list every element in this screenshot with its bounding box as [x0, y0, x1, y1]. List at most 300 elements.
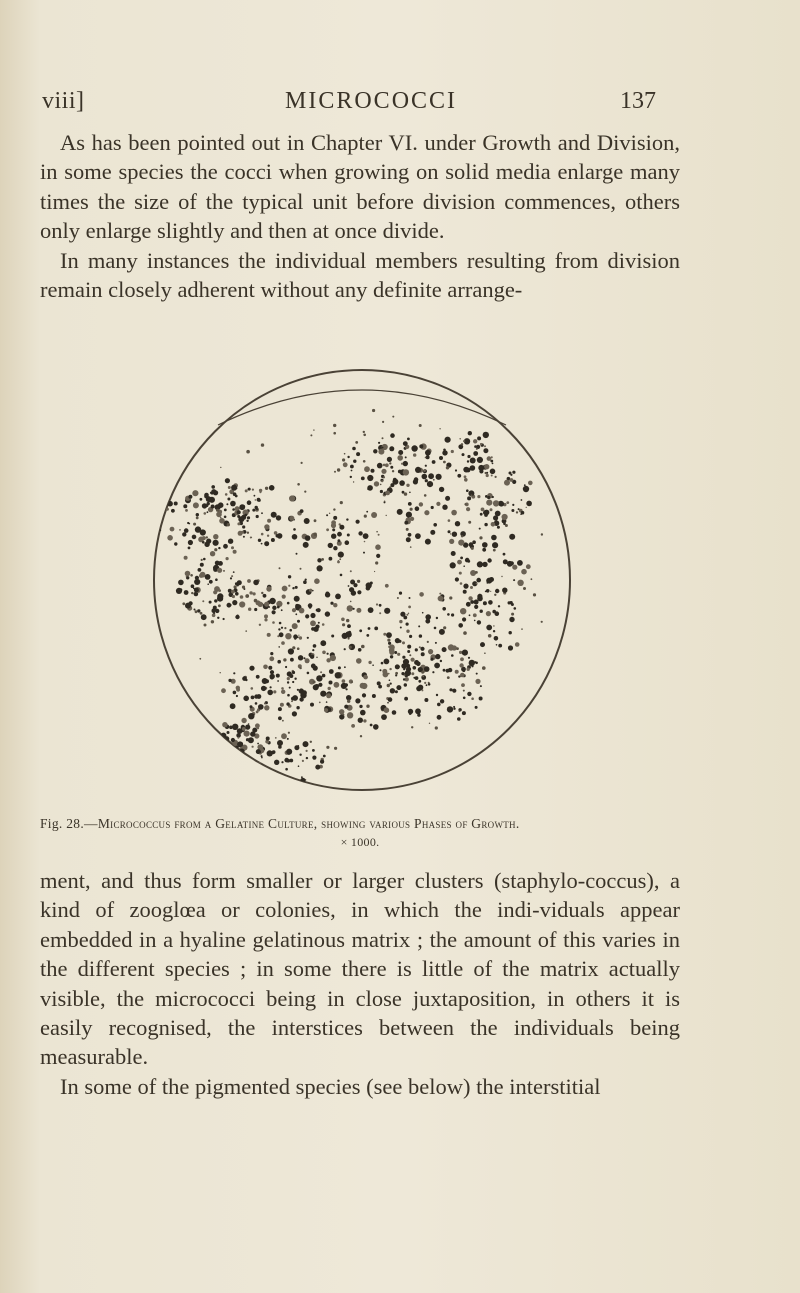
coccus-dot — [230, 501, 236, 507]
coccus-dot — [171, 509, 175, 513]
coccus-dot — [433, 523, 437, 527]
coccus-dot — [366, 634, 369, 637]
coccus-dot — [281, 687, 284, 690]
coccus-dot — [484, 445, 486, 447]
coccus-dot — [217, 568, 222, 573]
coccus-dot — [338, 539, 341, 542]
coccus-dot — [192, 535, 197, 540]
coccus-dot — [264, 541, 269, 546]
coccus-dot — [334, 747, 337, 750]
coccus-dot — [200, 563, 204, 567]
coccus-dot — [239, 601, 245, 607]
coccus-dot — [456, 647, 459, 650]
coccus-dot — [185, 603, 191, 609]
coccus-dot — [457, 560, 462, 565]
coccus-dot — [467, 560, 470, 563]
coccus-dot — [392, 710, 397, 715]
coccus-dot — [406, 614, 408, 616]
coccus-dot — [188, 547, 191, 550]
page-number: 137 — [620, 88, 656, 114]
coccus-dot — [513, 579, 515, 581]
coccus-dot — [202, 600, 204, 602]
coccus-dot — [223, 570, 225, 572]
coccus-dot — [316, 675, 322, 681]
coccus-dot — [347, 605, 353, 611]
coccus-dot — [293, 528, 296, 531]
coccus-dot — [311, 627, 315, 631]
coccus-dot — [462, 669, 465, 672]
coccus-dot — [355, 698, 360, 703]
coccus-dot — [469, 614, 471, 616]
coccus-dot — [272, 621, 275, 624]
coccus-dot — [462, 453, 465, 456]
coccus-dot — [487, 496, 490, 499]
coccus-dot — [237, 510, 241, 514]
coccus-dot — [397, 455, 403, 461]
coccus-dot — [330, 655, 336, 661]
coccus-dot — [460, 557, 463, 560]
coccus-dot — [307, 637, 309, 639]
coccus-dot — [480, 610, 483, 613]
coccus-dot — [408, 606, 411, 609]
coccus-dot — [430, 530, 435, 535]
coccus-dot — [363, 431, 365, 433]
coccus-dot — [385, 463, 389, 467]
coccus-dot — [390, 683, 392, 685]
coccus-dot — [398, 450, 403, 455]
coccus-dot — [528, 481, 533, 486]
coccus-dot — [307, 672, 310, 675]
coccus-dot — [211, 744, 213, 746]
coccus-dot — [392, 479, 398, 485]
coccus-dot — [300, 509, 304, 513]
coccus-dot — [378, 442, 380, 444]
coccus-dot — [183, 504, 187, 508]
coccus-dot — [473, 451, 478, 456]
coccus-dot — [468, 596, 472, 600]
coccus-dot — [264, 602, 269, 607]
coccus-dot — [541, 621, 543, 623]
coccus-dot — [228, 679, 231, 682]
coccus-dot — [292, 623, 298, 629]
coccus-dot — [206, 504, 209, 507]
coccus-dot — [429, 723, 430, 724]
coccus-dot — [252, 489, 254, 491]
coccus-dot — [226, 557, 229, 560]
coccus-dot — [380, 490, 383, 493]
coccus-dot — [450, 562, 456, 568]
coccus-dot — [390, 655, 393, 658]
coccus-dot — [309, 606, 312, 609]
coccus-dot — [460, 657, 464, 661]
coccus-dot — [477, 495, 480, 498]
coccus-dot — [451, 450, 454, 453]
coccus-dot — [302, 760, 304, 762]
coccus-dot — [481, 508, 485, 512]
coccus-dot — [453, 708, 455, 710]
coccus-dot — [403, 668, 405, 670]
micrococcus-illustration — [140, 365, 580, 815]
coccus-dot — [443, 461, 446, 464]
coccus-dot — [209, 497, 215, 503]
coccus-dot — [252, 746, 254, 748]
coccus-dot — [179, 529, 181, 531]
coccus-dot — [463, 440, 465, 442]
coccus-dot — [269, 598, 275, 604]
coccus-dot — [339, 709, 344, 714]
coccus-dot — [287, 681, 289, 683]
coccus-dot — [261, 543, 263, 545]
coccus-dot — [467, 460, 469, 462]
coccus-dot — [223, 754, 228, 759]
coccus-dot — [477, 457, 483, 463]
coccus-dot — [338, 552, 344, 558]
coccus-dot — [512, 565, 517, 570]
coccus-dot — [509, 617, 514, 622]
coccus-dot — [235, 582, 238, 585]
coccus-dot — [281, 609, 283, 611]
coccus-dot — [236, 686, 240, 690]
coccus-dot — [277, 660, 281, 664]
coccus-dot — [409, 635, 412, 638]
coccus-dot — [380, 484, 382, 486]
coccus-dot — [420, 647, 424, 651]
coccus-dot — [470, 494, 472, 496]
coccus-dot — [409, 492, 411, 494]
coccus-dot — [329, 513, 330, 514]
coccus-dot — [320, 671, 322, 673]
coccus-dot — [356, 658, 362, 664]
coccus-dot — [347, 712, 353, 718]
coccus-dot — [304, 491, 306, 493]
coccus-dot — [381, 480, 383, 482]
coccus-dot — [246, 594, 249, 597]
coccus-dot — [241, 505, 245, 509]
coccus-dot — [476, 448, 478, 450]
coccus-dot — [388, 642, 391, 645]
coccus-dot — [259, 489, 262, 492]
coccus-dot — [282, 595, 286, 599]
coccus-dot — [281, 641, 285, 645]
caption-text: —Micrococcus from a Gelatine Culture, showing various Phases of Growth. — [84, 816, 520, 831]
coccus-dot — [223, 618, 225, 620]
coccus-dot — [422, 612, 424, 614]
coccus-dot — [419, 592, 424, 597]
coccus-dot — [241, 718, 246, 723]
figure-caption — [40, 815, 680, 851]
coccus-dot — [233, 571, 235, 573]
coccus-dot — [363, 675, 368, 680]
coccus-dot — [313, 644, 317, 648]
coccus-dot — [437, 715, 442, 720]
coccus-dot — [279, 567, 281, 569]
coccus-dot — [357, 590, 361, 594]
coccus-dot — [348, 585, 350, 587]
coccus-dot — [435, 642, 437, 644]
coccus-dot — [426, 684, 428, 686]
coccus-dot — [377, 463, 383, 469]
coccus-dot — [281, 733, 287, 739]
coccus-dot — [322, 674, 326, 678]
coccus-dot — [278, 707, 282, 711]
coccus-dot — [506, 501, 509, 504]
coccus-dot — [213, 534, 218, 539]
coccus-dot — [495, 476, 497, 478]
coccus-dot — [375, 544, 381, 550]
coccus-dot — [477, 561, 483, 567]
coccus-dot — [466, 507, 470, 511]
coccus-dot — [344, 666, 346, 668]
coccus-dot — [405, 456, 407, 458]
coccus-dot — [254, 694, 258, 698]
coccus-dot — [259, 624, 261, 626]
coccus-dot — [432, 460, 436, 464]
coccus-dot — [403, 441, 408, 446]
coccus-dot — [495, 611, 500, 616]
coccus-dot — [246, 450, 250, 454]
coccus-dot — [415, 506, 420, 511]
coccus-dot — [333, 546, 337, 550]
coccus-dot — [406, 623, 409, 626]
coccus-dot — [379, 612, 381, 614]
coccus-dot — [343, 714, 345, 716]
coccus-dot — [388, 697, 393, 702]
coccus-dot — [258, 602, 263, 607]
coccus-dot — [174, 542, 177, 545]
coccus-dot — [459, 710, 461, 712]
coccus-dot — [188, 540, 193, 545]
coccus-dot — [217, 752, 223, 758]
coccus-dot — [396, 685, 401, 690]
coccus-dot — [322, 623, 325, 626]
coccus-dot — [272, 610, 276, 614]
coccus-dot — [448, 644, 454, 650]
coccus-dot — [261, 512, 263, 514]
coccus-dot — [299, 697, 303, 701]
coccus-dot — [244, 514, 247, 517]
coccus-dot — [207, 583, 209, 585]
coccus-dot — [312, 756, 316, 760]
coccus-dot — [421, 671, 424, 674]
coccus-dot — [188, 495, 192, 499]
coccus-dot — [255, 723, 260, 728]
coccus-dot — [427, 481, 433, 487]
coccus-dot — [232, 595, 235, 598]
coccus-dot — [246, 520, 248, 522]
coccus-dot — [305, 658, 310, 663]
coccus-dot — [266, 737, 270, 741]
coccus-dot — [333, 508, 335, 510]
coccus-dot — [424, 666, 430, 672]
coccus-dot — [415, 708, 421, 714]
coccus-dot — [476, 583, 478, 585]
coccus-dot — [232, 740, 234, 742]
coccus-dot — [209, 580, 213, 584]
coccus-dot — [471, 665, 473, 667]
coccus-dot — [255, 702, 258, 705]
coccus-dot — [299, 754, 301, 756]
coccus-dot — [288, 732, 290, 734]
coccus-dot — [373, 724, 379, 730]
coccus-dot — [382, 447, 384, 449]
coccus-dot — [249, 591, 252, 594]
coccus-dot — [483, 510, 488, 515]
coccus-dot — [212, 608, 216, 612]
coccus-dot — [459, 651, 462, 654]
coccus-dot — [242, 586, 245, 589]
coccus-dot — [244, 731, 250, 737]
coccus-dot — [450, 533, 451, 534]
coccus-dot — [211, 620, 214, 623]
coccus-dot — [304, 657, 306, 659]
coccus-dot — [514, 607, 517, 610]
coccus-dot — [389, 644, 395, 650]
coccus-dot — [483, 601, 487, 605]
coccus-dot — [288, 585, 290, 587]
coccus-dot — [303, 741, 309, 747]
coccus-dot — [480, 642, 485, 647]
coccus-dot — [320, 760, 324, 764]
coccus-dot — [299, 667, 301, 669]
coccus-dot — [284, 627, 286, 629]
coccus-dot — [199, 658, 201, 660]
coccus-dot — [510, 478, 514, 482]
coccus-dot — [469, 542, 474, 547]
coccus-dot — [295, 586, 298, 589]
coccus-dot — [276, 601, 282, 607]
coccus-dot — [290, 658, 294, 662]
coccus-dot — [356, 608, 361, 613]
coccus-dot — [310, 703, 314, 707]
coccus-dot — [326, 701, 328, 703]
coccus-dot — [313, 666, 318, 671]
coccus-dot — [470, 586, 473, 589]
coccus-dot — [380, 669, 382, 671]
coccus-dot — [386, 515, 387, 516]
coccus-dot — [310, 620, 316, 626]
coccus-dot — [237, 737, 239, 739]
coccus-dot — [526, 564, 531, 569]
coccus-dot — [211, 485, 215, 489]
coccus-dot — [220, 672, 221, 673]
coccus-dot — [286, 749, 292, 755]
coccus-dot — [268, 772, 271, 775]
coccus-dot — [459, 572, 462, 575]
coccus-dot — [442, 505, 447, 510]
coccus-dot — [278, 745, 282, 749]
coccus-dot — [337, 468, 340, 471]
coccus-dot — [419, 424, 422, 427]
coccus-dot — [403, 616, 407, 620]
coccus-dot — [200, 498, 203, 501]
coccus-dot — [174, 502, 178, 506]
coccus-dot — [452, 532, 457, 537]
coccus-dot — [193, 502, 199, 508]
coccus-dot — [353, 583, 357, 587]
coccus-dot — [443, 449, 446, 452]
coccus-dot — [400, 627, 402, 629]
coccus-dot — [384, 608, 390, 614]
coccus-dot — [368, 661, 371, 664]
coccus-dot — [463, 631, 467, 635]
coccus-dot — [358, 718, 363, 723]
coccus-dot — [386, 632, 392, 638]
coccus-dot — [334, 682, 340, 688]
coccus-dot — [276, 534, 279, 537]
coccus-dot — [346, 518, 348, 520]
coccus-dot — [224, 516, 227, 519]
coccus-dot — [254, 608, 257, 611]
coccus-dot — [503, 559, 508, 564]
coccus-dot — [363, 552, 365, 554]
coccus-dot — [228, 539, 233, 544]
coccus-dot — [382, 437, 384, 439]
coccus-dot — [270, 670, 274, 674]
coccus-dot — [352, 447, 356, 451]
coccus-dot — [524, 484, 526, 486]
coccus-dot — [397, 509, 403, 515]
coccus-dot — [439, 428, 440, 429]
coccus-dot — [509, 631, 512, 634]
coccus-dot — [368, 627, 371, 630]
paragraph: As has been pointed out in Chapter VI. under Growth and Division, in some species the cocci when growing on solid media enlarge many times the size of the typical unit before division commences, others only enlarge slightly and then at once divide. — [40, 130, 680, 244]
coccus-dot — [211, 749, 214, 752]
coccus-dot — [306, 750, 308, 752]
coccus-dot — [246, 738, 249, 741]
coccus-dot — [289, 516, 294, 521]
coccus-dot — [239, 754, 242, 757]
coccus-dot — [361, 477, 365, 481]
coccus-dot — [292, 534, 298, 540]
coccus-dot — [495, 511, 501, 517]
coccus-dot — [451, 551, 456, 556]
coccus-dot — [218, 748, 222, 752]
coccus-dot — [332, 528, 335, 531]
coccus-dot — [462, 650, 468, 656]
coccus-dot — [329, 669, 334, 674]
coccus-dot — [328, 543, 333, 548]
coccus-dot — [326, 514, 328, 516]
coccus-dot — [493, 630, 495, 632]
coccus-dot — [278, 646, 280, 648]
coccus-dot — [267, 519, 271, 523]
coccus-dot — [225, 493, 228, 496]
coccus-dot — [278, 716, 282, 720]
coccus-dot — [250, 766, 252, 768]
coccus-dot — [418, 680, 421, 683]
coccus-dot — [508, 645, 513, 650]
coccus-dot — [257, 498, 261, 502]
coccus-dot — [267, 535, 269, 537]
coccus-dot — [227, 498, 230, 501]
coccus-dot — [189, 523, 191, 525]
coccus-dot — [282, 720, 284, 722]
coccus-dot — [492, 463, 494, 465]
coccus-dot — [388, 673, 390, 675]
coccus-dot — [331, 523, 336, 528]
coccus-dot — [288, 648, 294, 654]
coccus-dot — [474, 445, 477, 448]
coccus-dot — [447, 706, 453, 712]
coccus-dot — [501, 576, 502, 577]
coccus-dot — [381, 662, 384, 665]
coccus-dot — [389, 462, 391, 464]
coccus-dot — [289, 687, 291, 689]
coccus-dot — [283, 658, 286, 661]
coccus-dot — [417, 713, 420, 716]
coccus-dot — [458, 623, 463, 628]
coccus-dot — [194, 609, 196, 611]
